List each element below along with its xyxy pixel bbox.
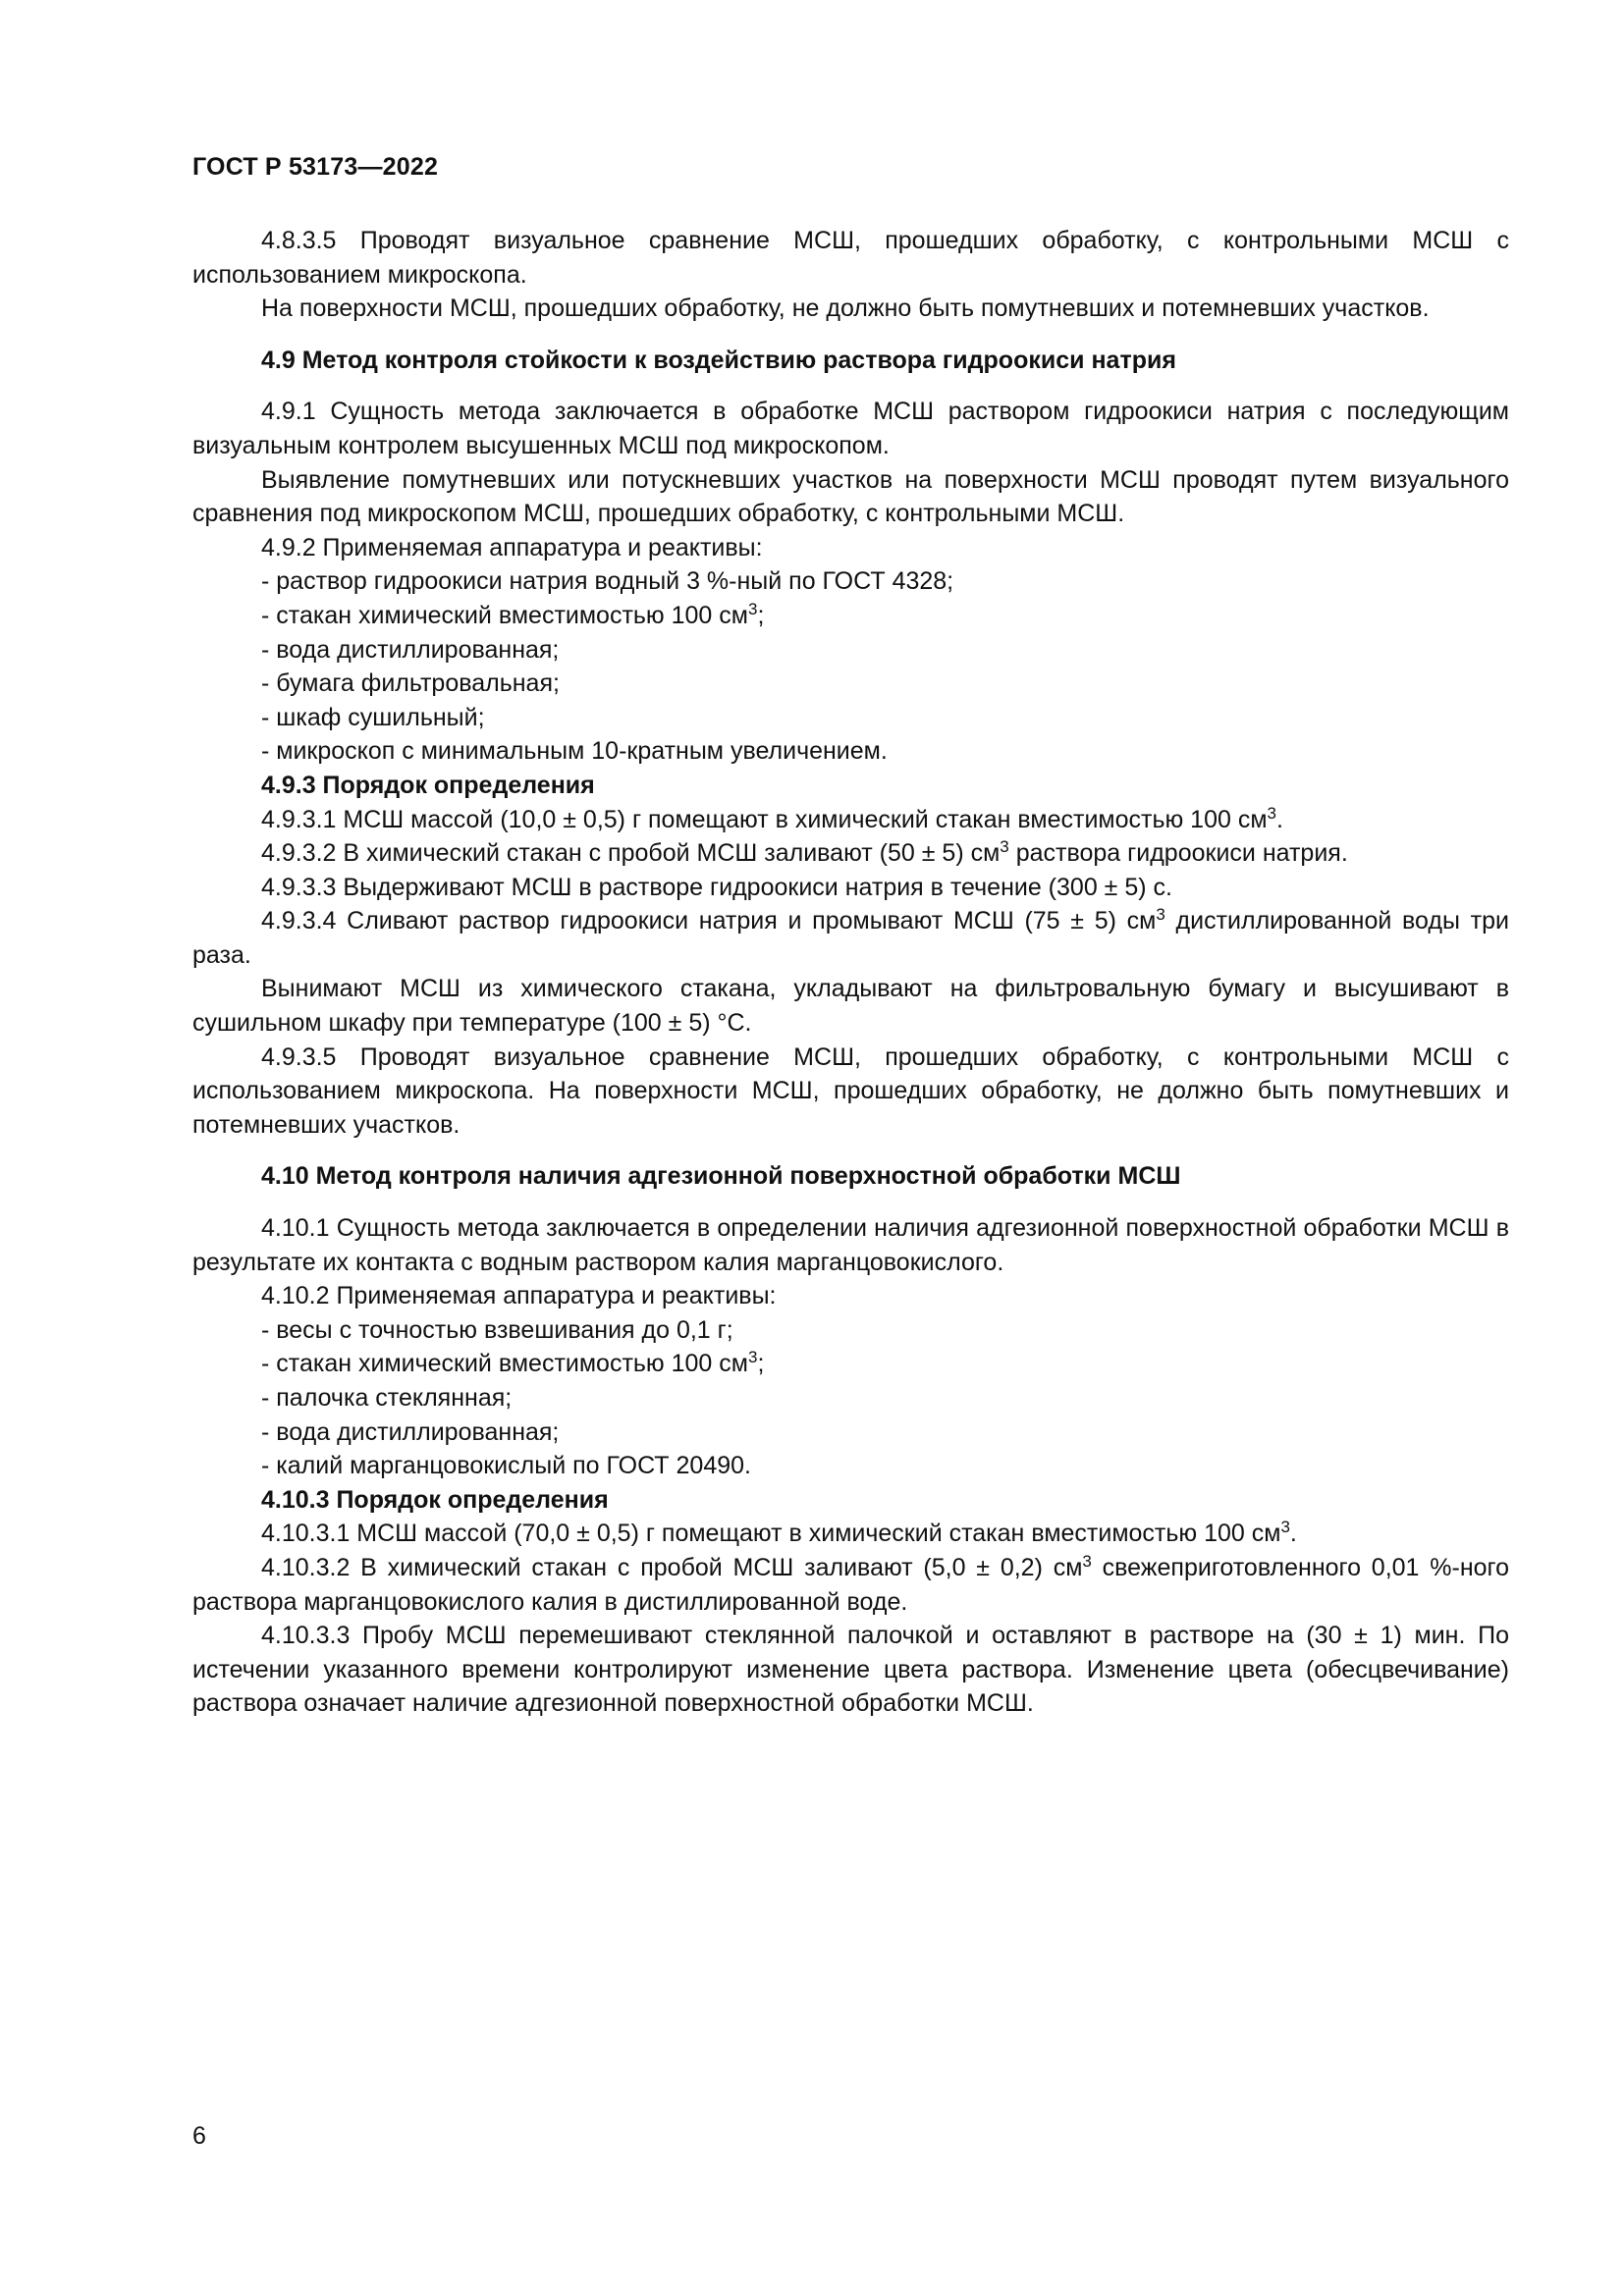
paragraph-4-10-3-1: 4.10.3.1 МСШ массой (70,0 ± 0,5) г помещают в химический стакан вместимостью 100 $см^3$.	[261, 1518, 1297, 1548]
paragraph-4-9-2: 4.9.2 Применяемая аппаратура и реактивы:	[261, 533, 763, 561]
paragraph-4-9-3-4: 4.9.3.4 Сливают раствор гидроокиси натрия и промывают МСШ (75 ± 5) $см^3$ дистиллированной воды три раза.	[192, 905, 1509, 969]
list-item: - бумага фильтровальная;	[261, 669, 560, 698]
paragraph-4-9-1-detail: Выявление помутневших или потускневших участков на поверхности МСШ проводят путем визуального сравнения под микроскопом МСШ, прошедших обработку, с контрольными МСШ.	[192, 465, 1509, 528]
paragraph-4-9-3-3: 4.9.3.3 Выдерживают МСШ в растворе гидроокиси натрия в течение (300 ± 5) с.	[261, 873, 1172, 901]
paragraph-4-8-3-5: 4.8.3.5 Проводят визуальное сравнение МСШ, прошедших обработку, с контрольными МСШ с использованием микроскопа.	[192, 227, 1509, 289]
document-body	[192, 224, 1509, 1721]
paragraph-4-10-3-2: 4.10.3.2 В химический стакан с пробой МСШ заливают (5,0 ± 0,2) $см^3$ свежеприготовленного 0,01 %-ного раствора марганцовокислого калия в дистиллированной воде.	[192, 1551, 1509, 1616]
paragraph-4-9-3-2: 4.9.3.2 В химический стакан с пробой МСШ заливают (50 ± 5) $см^3$ раствора гидроокиси натрия.	[261, 837, 1348, 868]
list-item: - палочка стеклянная;	[261, 1384, 513, 1412]
paragraph-4-9-3-1: 4.9.3.1 МСШ массой (10,0 ± 0,5) г помещают в химический стакан вместимостью 100 $см^3$.	[261, 803, 1283, 833]
paragraph-4-10-1: 4.10.1 Сущность метода заключается в определении наличия адгезионной поверхностной обработки МСШ в результате их контакта с водным раствором калия марганцовокислого.	[192, 1214, 1509, 1276]
paragraph-4-10-3-3: 4.10.3.3 Пробу МСШ перемешивают стеклянной палочкой и оставляют в растворе на (30 ± 1) мин. По истечении указанного времени контролируют изменение цвета раствора. Изменение цвета (обесцвечивание) раствора означает наличие адгезионной поверхностной обработки МСШ.	[192, 1622, 1509, 1718]
list-item: - калий марганцовокислый по ГОСТ 20490.	[261, 1452, 751, 1480]
section-heading-4-10: 4.10 Метод контроля наличия адгезионной поверхностной обработки МСШ	[261, 1162, 1181, 1191]
paragraph-4-9-3-4-detail: Вынимают МСШ из химического стакана, укладывают на фильтровальную бумагу и высушивают в сушильном шкафу при температуре (100 ± 5) °С.	[192, 975, 1509, 1038]
subheading-4-10-3: 4.10.3 Порядок определения	[261, 1485, 609, 1514]
list-item: - шкаф сушильный;	[261, 703, 485, 731]
list-item: - стакан химический вместимостью 100 $см^3$;	[261, 599, 765, 629]
list-item: - раствор гидроокиси натрия водный 3 %-ный по ГОСТ 4328;	[261, 567, 954, 596]
subheading-4-9-3: 4.9.3 Порядок определения	[261, 771, 595, 799]
paragraph-4-8-3-5-note: На поверхности МСШ, прошедших обработку, не должно быть помутневших и потемневших участков.	[261, 294, 1430, 323]
paragraph-4-9-3-5: 4.9.3.5 Проводят визуальное сравнение МСШ, прошедших обработку, с контрольными МСШ с использованием микроскопа. На поверхности МСШ, прошедших обработку, не должно быть помутневших и потемневших участков.	[192, 1042, 1509, 1139]
list-item: - весы с точностью взвешивания до 0,1 г;	[261, 1315, 733, 1344]
page-number: 6	[192, 2122, 206, 2150]
list-item: - микроскоп с минимальным 10-кратным увеличением.	[261, 737, 888, 766]
paragraph-4-10-2: 4.10.2 Применяемая аппаратура и реактивы:	[261, 1282, 777, 1310]
list-item: - вода дистиллированная;	[261, 1417, 560, 1446]
paragraph-4-9-1: 4.9.1 Сущность метода заключается в обработке МСШ раствором гидроокиси натрия с последующим визуальным контролем высушенных МСШ под микроскопом.	[192, 398, 1509, 459]
section-heading-4-9: 4.9 Метод контроля стойкости к воздействию раствора гидроокиси натрия	[261, 346, 1176, 374]
list-item: - вода дистиллированная;	[261, 635, 560, 664]
list-item: - стакан химический вместимостью 100 $см^3$;	[261, 1348, 765, 1378]
document-id: ГОСТ Р 53173—2022	[192, 153, 439, 181]
